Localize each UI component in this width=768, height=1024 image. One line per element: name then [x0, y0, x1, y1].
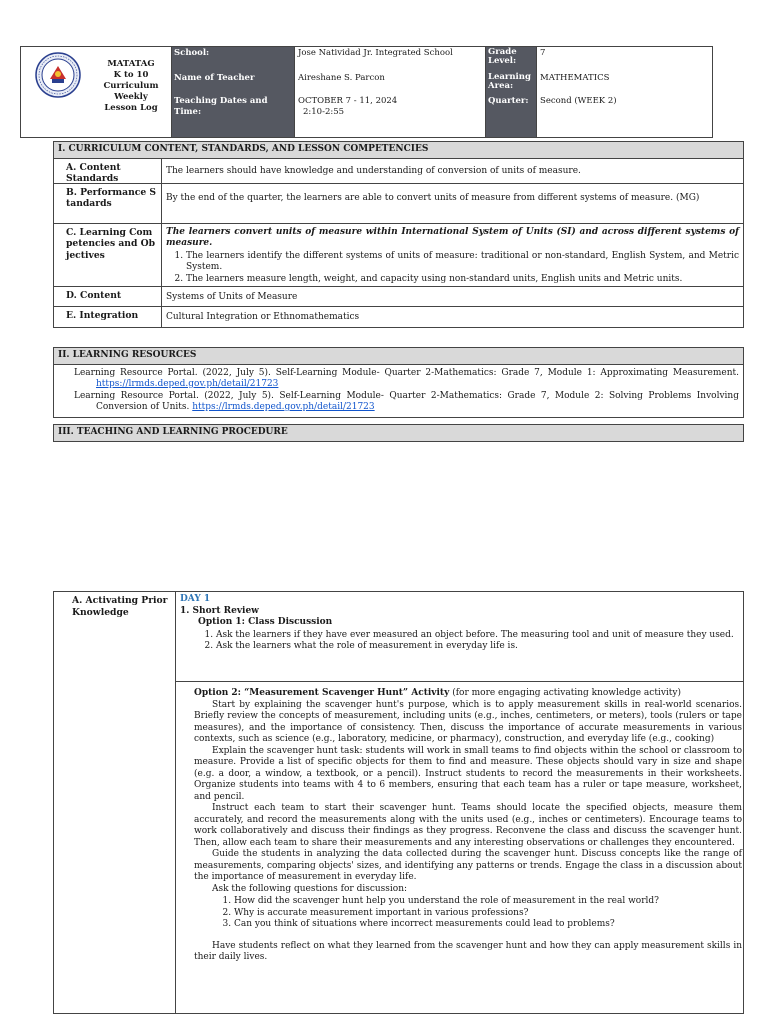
question-item: 1. How did the scavenger hunt help you understand the role of measurement in the real world?	[234, 896, 742, 908]
area-label: Learning Area:	[486, 72, 536, 95]
row-integration	[54, 307, 743, 327]
lesson-log-header	[20, 46, 713, 138]
paragraph: Guide the students in analyzing the data collected during the scavenger hunt. Discuss concepts like the range of measurements, comparing objects' sizes, and identifying any patterns or trends. Engage the class in a discussion about the importance of measurement in everyday life.	[194, 849, 742, 883]
row-body	[162, 224, 743, 286]
row-body: By the end of the quarter, the learners are able to convert units of measure from different systems of measure. (MG)	[166, 192, 700, 203]
deped-seal-icon	[35, 52, 81, 98]
option2-note: (for more engaging activating knowledge activity)	[452, 688, 681, 698]
option1-item: 2. Ask the learners what the role of measurement in everyday life is.	[216, 641, 742, 653]
discussion-questions	[194, 896, 742, 931]
section-resources	[53, 347, 744, 418]
reference-text: Learning Resource Portal. (2022, July 5). Self-Learning Module- Quarter 2-Mathematics: Grade 7, Module 1: Approximating Measurement.	[74, 367, 739, 378]
row-label: E. Integration	[54, 307, 162, 327]
day-label: DAY 1	[180, 594, 211, 604]
activating-prior-knowledge-label: A. Activating Prior Knowledge	[72, 595, 168, 618]
section-heading: II. LEARNING RESOURCES	[54, 348, 743, 365]
question-item: 3. Can you think of situations where incorrect measurements could lead to problems?	[234, 919, 742, 931]
area-value: MATHEMATICS	[540, 73, 610, 83]
row-divider	[176, 681, 743, 682]
row-label: D. Content	[54, 287, 162, 306]
resources-list	[54, 365, 743, 417]
row-body: The learners should have knowledge and understanding of conversion of units of measure.	[166, 165, 581, 176]
value-column-2	[536, 47, 712, 137]
procedure-table	[53, 591, 744, 1014]
grade-label: Grade Level:	[486, 47, 536, 72]
section-procedure	[53, 424, 744, 442]
title-line: MATATAG	[107, 59, 155, 69]
paragraph: Ask the following questions for discussion:	[212, 883, 408, 894]
option2-heading	[194, 688, 742, 700]
school-value: Jose Natividad Jr. Integrated School	[298, 48, 453, 58]
curriculum-title	[91, 59, 171, 114]
row-body: Systems of Units of Measure	[166, 291, 298, 302]
objective-item: 2. The learners measure length, weight, and capacity using non-standard units, English units and Metric units.	[186, 274, 739, 286]
label-column-2	[485, 47, 536, 137]
reference-text: Learning Resource Portal. (2022, July 5). Self-Learning Module- Quarter 2-Mathematics: Grade 7, Module 2: Solving Problems Involving Conversion of Units.	[74, 390, 739, 413]
row-body: Cultural Integration or Ethnomathematics	[166, 311, 360, 322]
row-content-standards	[54, 159, 743, 184]
row-label: C. Learning Competencies and Objectives	[54, 224, 162, 286]
school-label: School:	[172, 47, 294, 72]
reference-link[interactable]: https://lrmds.deped.gov.ph/detail/21723	[192, 402, 375, 413]
option2-title: Option 2: “Measurement Scavenger Hunt” Activity	[194, 688, 450, 698]
procedure-label-cell	[54, 592, 176, 1013]
title-line: Curriculum	[103, 81, 159, 92]
title-line: K to 10	[113, 70, 149, 81]
row-performance-standards	[54, 184, 743, 224]
section-heading: I. CURRICULUM CONTENT, STANDARDS, AND LESSON COMPETENCIES	[54, 142, 743, 159]
paragraph: Explain the scavenger hunt task: students will work in small teams to find objects within the school or classroom to measure. Provide a list of specific objects for them to find and measure. These objects should vary in size and shape (e.g. a door, a window, a textbook, or a pencil). Instruct students to record the measurements in their worksheets. Organize students into teams with 4 to 6 members, ensuring that each team has a ruler or tape measure, worksheet, and pencil.	[194, 745, 742, 802]
reference-item	[74, 368, 739, 391]
section-heading: III. TEACHING AND LEARNING PROCEDURE	[54, 425, 743, 441]
label-column-1	[171, 47, 294, 137]
competency-statement: The learners convert units of measure within International System of Units (SI) and across different systems of measure.	[166, 226, 739, 249]
option2-activity	[194, 688, 742, 964]
title-line: Lesson Log	[104, 103, 158, 114]
reference-item	[74, 391, 739, 414]
teacher-value: Aireshane S. Parcon	[298, 73, 385, 83]
reference-link[interactable]: https://lrmds.deped.gov.ph/detail/21723	[96, 379, 279, 390]
dates-label: Teaching Dates and Time:	[172, 95, 294, 135]
option1-heading: Option 1: Class Discussion	[198, 617, 333, 628]
day1-short-review	[180, 594, 742, 653]
teacher-label: Name of Teacher	[172, 72, 294, 95]
row-label: A. Content Standards	[54, 159, 162, 183]
row-label: B. Performance Standards	[54, 184, 162, 223]
option1-list	[180, 630, 742, 653]
paragraph: Instruct each team to start their scavenger hunt. Teams should locate the specified objects, measure them accurately, and record the measurements along with the units used (e.g., inches or centimeters). Encourage teams to work collaboratively and discuss their findings as they progress. Reconvene the class and discuss the scavenger hunt. Then, allow each team to share their measurements and any interesting observations or challenges they encountered.	[194, 803, 742, 848]
objectives-list	[166, 251, 739, 286]
header-logo-area	[21, 47, 171, 137]
question-item: 2. Why is accurate measurement important in various professions?	[234, 908, 742, 920]
paragraph: Have students reflect on what they learned from the scavenger hunt and how they can apply measurement skills in their daily lives.	[194, 940, 742, 963]
section-curriculum	[53, 141, 744, 328]
row-content	[54, 287, 743, 307]
quarter-value: Second (WEEK 2)	[540, 96, 617, 106]
value-column-1	[294, 47, 485, 137]
row-competencies	[54, 224, 743, 287]
option1-item: 1. Ask the learners if they have ever measured an object before. The measuring tool and unit of measure they used.	[216, 630, 742, 642]
dates-value: OCTOBER 7 - 11, 2024	[298, 96, 398, 106]
quarter-label: Quarter:	[486, 95, 536, 135]
time-value: 2:10-2:55	[303, 107, 345, 117]
short-review-heading: 1. Short Review	[180, 605, 259, 616]
paragraph: Start by explaining the scavenger hunt's purpose, which is to apply measurement skills in real-world scenarios. Briefly review the concepts of measurement, including units (e.g., inches, centimeters, or meters), tools (rulers or tape measures), and the importance of consistency. Then, discuss the importance of accurate measurements in various contexts, such as science (e.g., laboratory, medicine, or pharmacy), construction, and everyday life (e.g., cooking)	[194, 699, 742, 745]
objective-item: 1. The learners identify the different systems of units of measure: traditional or non-standard, English System, and Metric System.	[186, 251, 739, 274]
title-line: Weekly	[114, 92, 148, 103]
grade-value: 7	[540, 48, 546, 58]
